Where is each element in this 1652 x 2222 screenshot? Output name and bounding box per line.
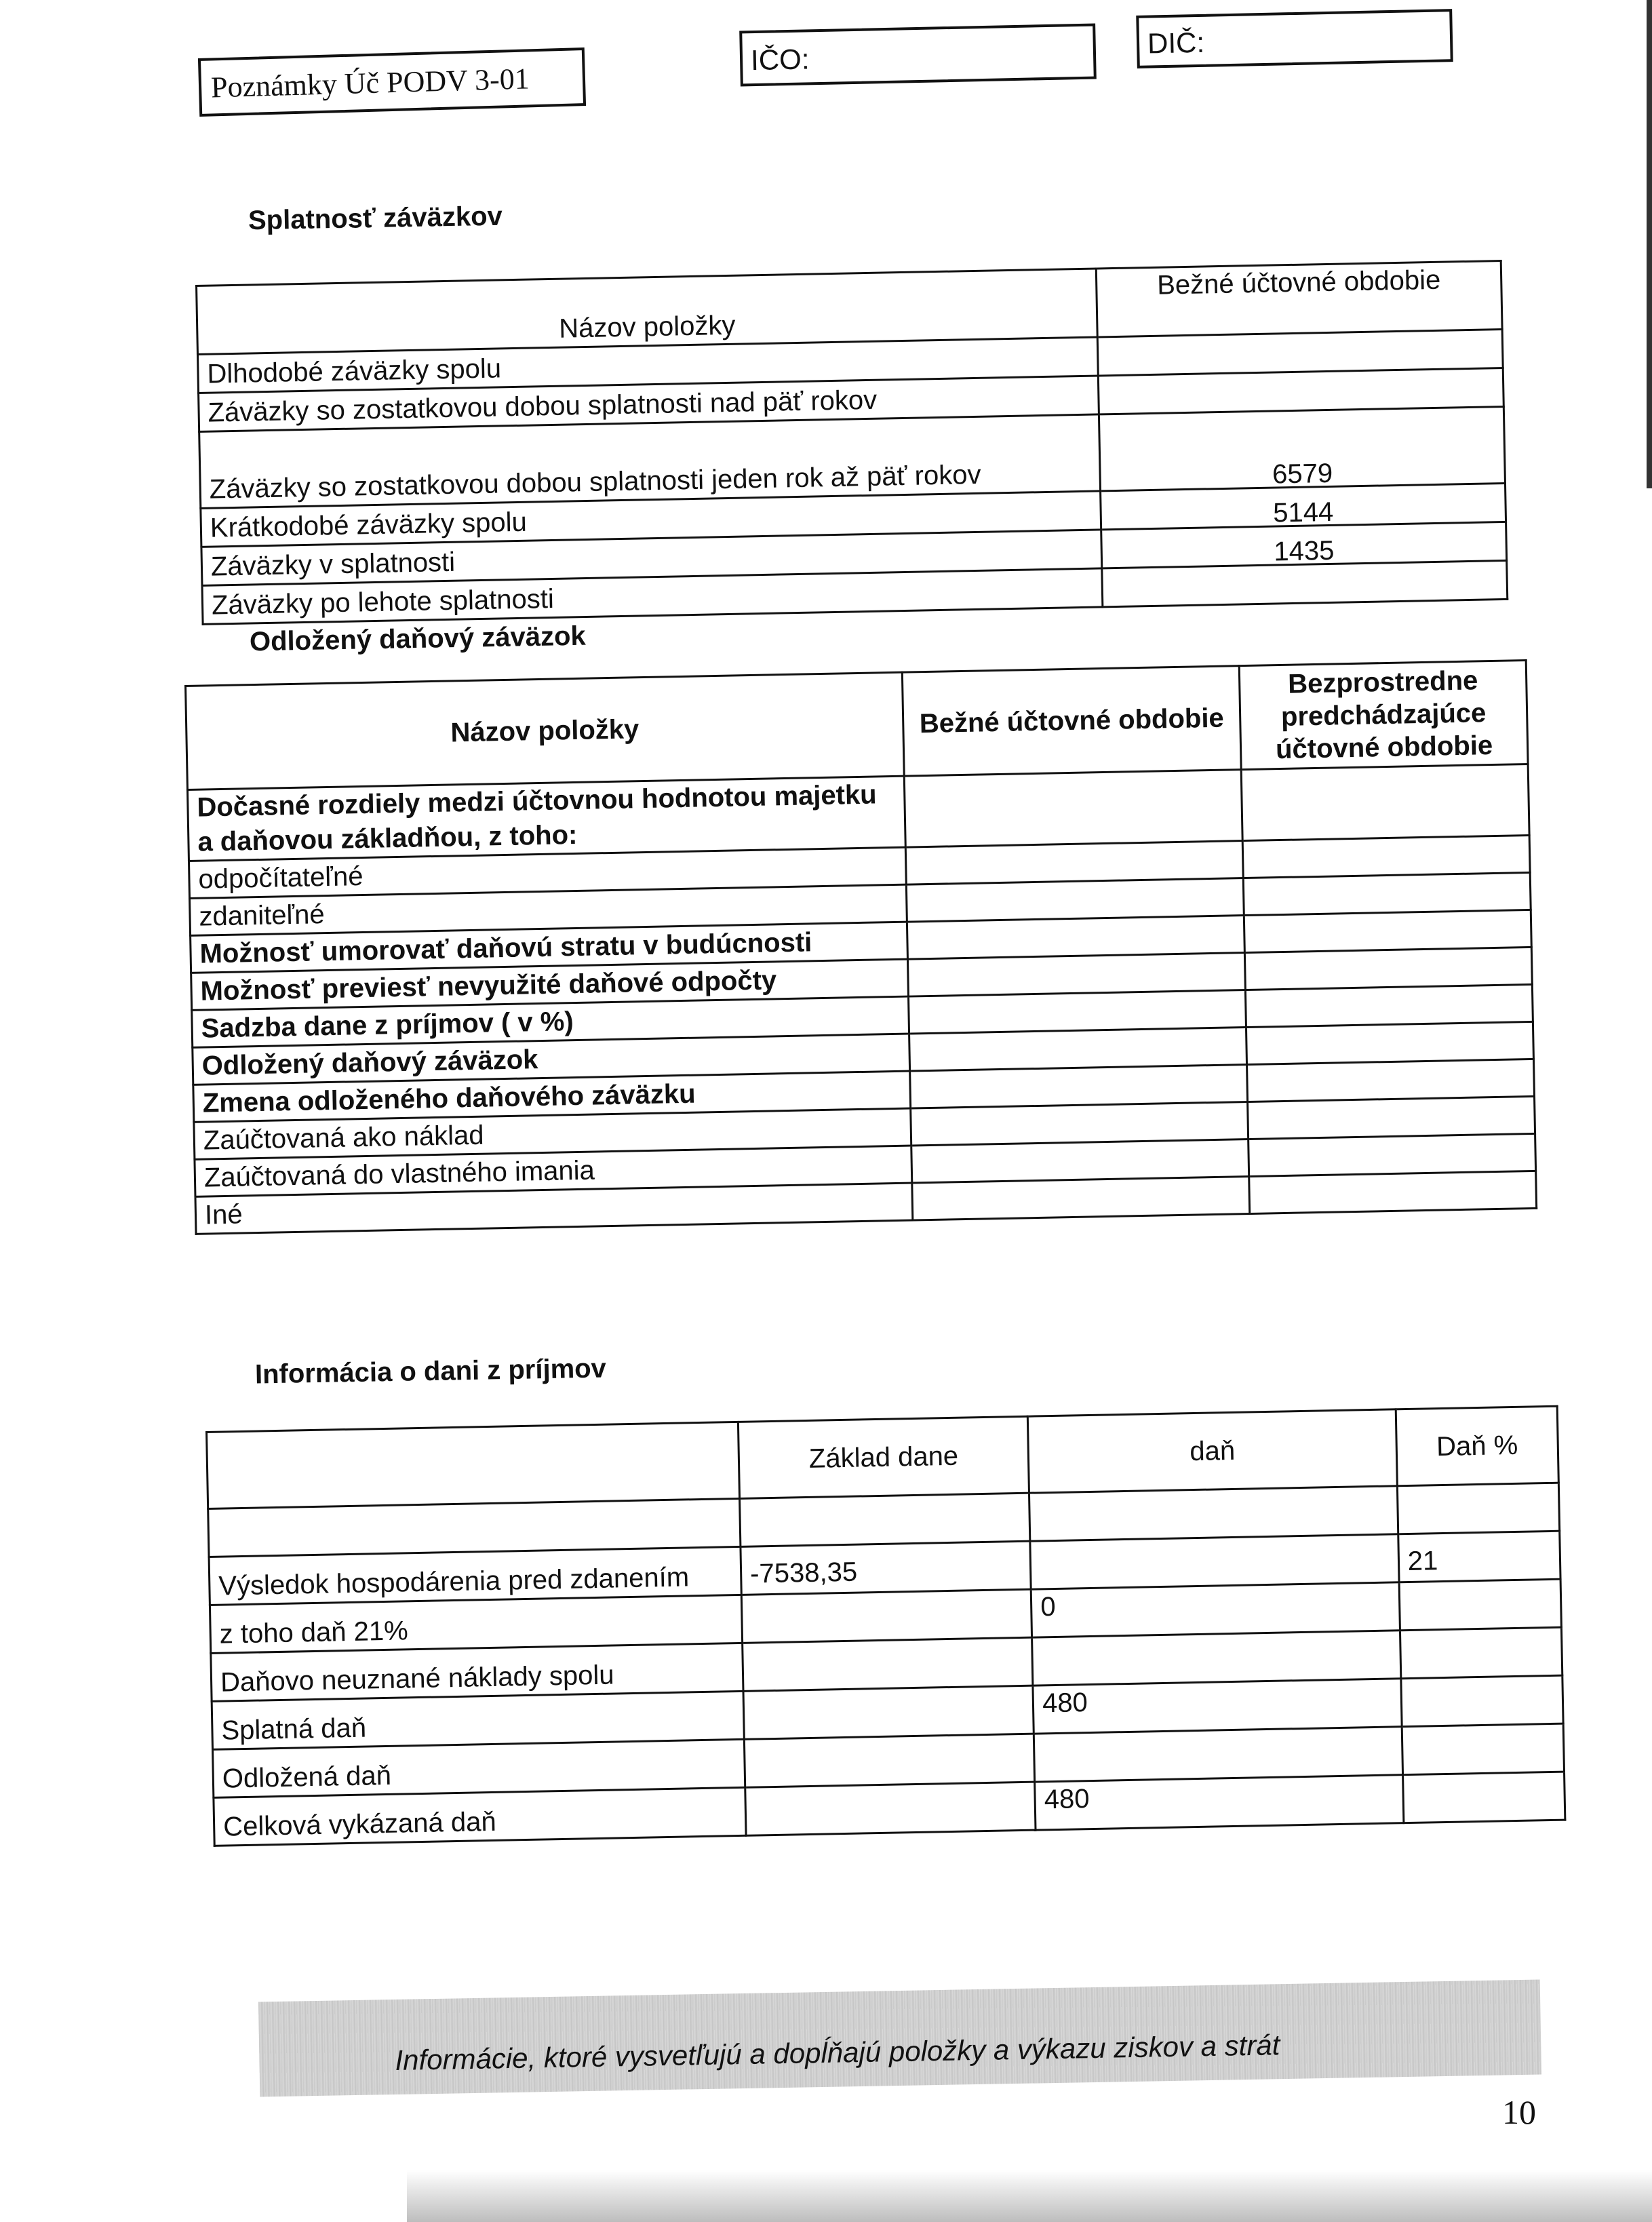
row-label: Iné — [195, 1183, 913, 1234]
odlozeny-table — [184, 659, 1537, 1235]
row-label: Možnosť previesť nevyužité daňové odpočty — [191, 959, 909, 1010]
current-period-cell — [907, 953, 1245, 997]
tax-base-cell: -7538,35 — [741, 1541, 1031, 1595]
row-label: z toho daň 21% — [210, 1595, 742, 1653]
tax-cell: 0 — [1031, 1582, 1400, 1637]
section-banner — [258, 1980, 1541, 2097]
current-period-cell — [905, 841, 1243, 885]
previous-period-cell — [1247, 1059, 1535, 1102]
row-label: Záväzky so zostatkovou dobou splatnosti nad päť rokov — [199, 376, 1099, 431]
row-label: Zmena odloženého daňového záväzku — [193, 1071, 911, 1122]
ico-label: IČO: — [750, 43, 810, 77]
scan-shadow — [407, 2170, 1652, 2222]
tax-cell — [1034, 1727, 1402, 1782]
current-period-cell — [909, 1028, 1247, 1072]
row-label: Zaúčtovaná ako náklad — [194, 1108, 911, 1159]
current-period-cell — [911, 1102, 1248, 1146]
row-label: Daňovo neuznané náklady spolu — [211, 1643, 743, 1701]
previous-period-cell — [1248, 1134, 1536, 1177]
dic-label: DIČ: — [1147, 26, 1205, 60]
previous-period-cell — [1244, 910, 1531, 953]
splatnost-table — [195, 260, 1508, 625]
tax-base-cell — [745, 1782, 1036, 1835]
column-header: daň — [1027, 1409, 1397, 1493]
row-value: 6579 — [1100, 452, 1506, 498]
row-label: Zaúčtovaná do vlastného imania — [195, 1146, 912, 1196]
previous-period-cell — [1242, 836, 1530, 878]
column-header: Bezprostredne predchádzajúce účtovné obdobie — [1239, 661, 1528, 770]
tax-base-cell — [740, 1493, 1030, 1546]
row-label: Záväzky so zostatkovou dobou splatnosti jeden rok až päť rokov — [199, 414, 1101, 508]
banner-text: Informácie, ktoré vysvetľujú a dopĺňajú položky a výkazu ziskov a strát — [395, 2029, 1280, 2076]
tax-percent-cell: 21 — [1398, 1531, 1560, 1582]
previous-period-cell — [1243, 873, 1531, 916]
tax-percent-cell — [1399, 1579, 1562, 1631]
previous-period-cell — [1246, 1022, 1533, 1065]
tax-percent-cell — [1397, 1483, 1560, 1534]
tax-cell: 480 — [1033, 1679, 1402, 1734]
ico-field — [739, 24, 1097, 87]
row-label: Splatná daň — [212, 1691, 744, 1749]
previous-period-cell — [1244, 948, 1532, 990]
column-header: Bežné účtovné obdobie — [902, 666, 1241, 777]
column-header: Daň % — [1396, 1406, 1558, 1486]
column-header — [207, 1422, 740, 1508]
current-period-cell — [907, 916, 1244, 960]
tax-cell — [1032, 1631, 1401, 1685]
tax-cell: 480 — [1035, 1775, 1404, 1830]
row-label: Výsledok hospodárenia pred zdanením — [209, 1546, 741, 1605]
tax-base-cell — [743, 1637, 1033, 1691]
tax-percent-cell — [1402, 1723, 1565, 1775]
column-header: Základ dane — [738, 1416, 1029, 1498]
previous-period-cell — [1249, 1171, 1537, 1214]
row-label: odpočítateľné — [189, 848, 906, 899]
row-label: Odložená daň — [213, 1739, 745, 1797]
previous-period-cell — [1245, 985, 1533, 1028]
row-label: Možnosť umorovať daňovú stratu v budúcnosti — [191, 922, 908, 973]
tax-percent-cell — [1402, 1772, 1565, 1823]
tax-cell — [1029, 1486, 1398, 1541]
row-label: Dočasné rozdiely medzi účtovnou hodnotou majetku a daňovou základňou, z toho: — [187, 776, 905, 861]
row-label: Celková vykázaná daň — [214, 1787, 746, 1846]
document-code: Poznámky Úč PODV 3-01 — [210, 62, 530, 104]
current-period-cell — [909, 990, 1246, 1034]
tax-percent-cell — [1401, 1675, 1564, 1727]
previous-period-cell — [1248, 1097, 1535, 1139]
current-period-cell — [906, 878, 1244, 922]
column-header: Názov položky — [197, 269, 1098, 354]
column-header: Bežné účtovné obdobie — [1096, 261, 1502, 337]
row-label: Dlhodobé záväzky spolu — [197, 337, 1098, 393]
section-title-splatnost: Splatnosť záväzkov — [248, 201, 503, 236]
row-value — [1099, 376, 1505, 460]
row-label: Záväzky po lehote splatnosti — [202, 568, 1103, 624]
tax-percent-cell — [1400, 1627, 1562, 1679]
current-period-cell — [911, 1139, 1249, 1184]
section-title-odlozeny: Odložený daňový záväzok — [249, 621, 587, 657]
document-code-box — [198, 47, 586, 117]
row-label: Odložený daňový záväzok — [193, 1034, 910, 1085]
tax-base-cell — [743, 1685, 1034, 1739]
tax-base-cell — [744, 1734, 1034, 1787]
tax-cell — [1030, 1534, 1399, 1589]
column-header: Názov položky — [186, 672, 905, 790]
row-value: 1435 — [1101, 529, 1507, 575]
page-number: 10 — [1502, 2093, 1536, 2131]
tax-base-cell — [741, 1589, 1031, 1643]
row-label: Krátkodobé záväzky spolu — [201, 491, 1101, 547]
row-label: Záväzky v splatnosti — [201, 530, 1102, 585]
row-value: 5144 — [1101, 490, 1506, 537]
scan-edge — [1647, 0, 1652, 488]
current-period-cell — [912, 1177, 1250, 1221]
current-period-cell — [910, 1065, 1248, 1109]
current-period-cell — [904, 770, 1242, 848]
dic-field — [1136, 9, 1453, 69]
section-title-dan: Informácia o dani z príjmov — [254, 1353, 607, 1390]
row-label: Sadzba dane z príjmov ( v %) — [192, 996, 909, 1047]
previous-period-cell — [1241, 764, 1529, 840]
row-label: zdaniteľné — [190, 884, 907, 935]
dan-table — [205, 1405, 1566, 1847]
